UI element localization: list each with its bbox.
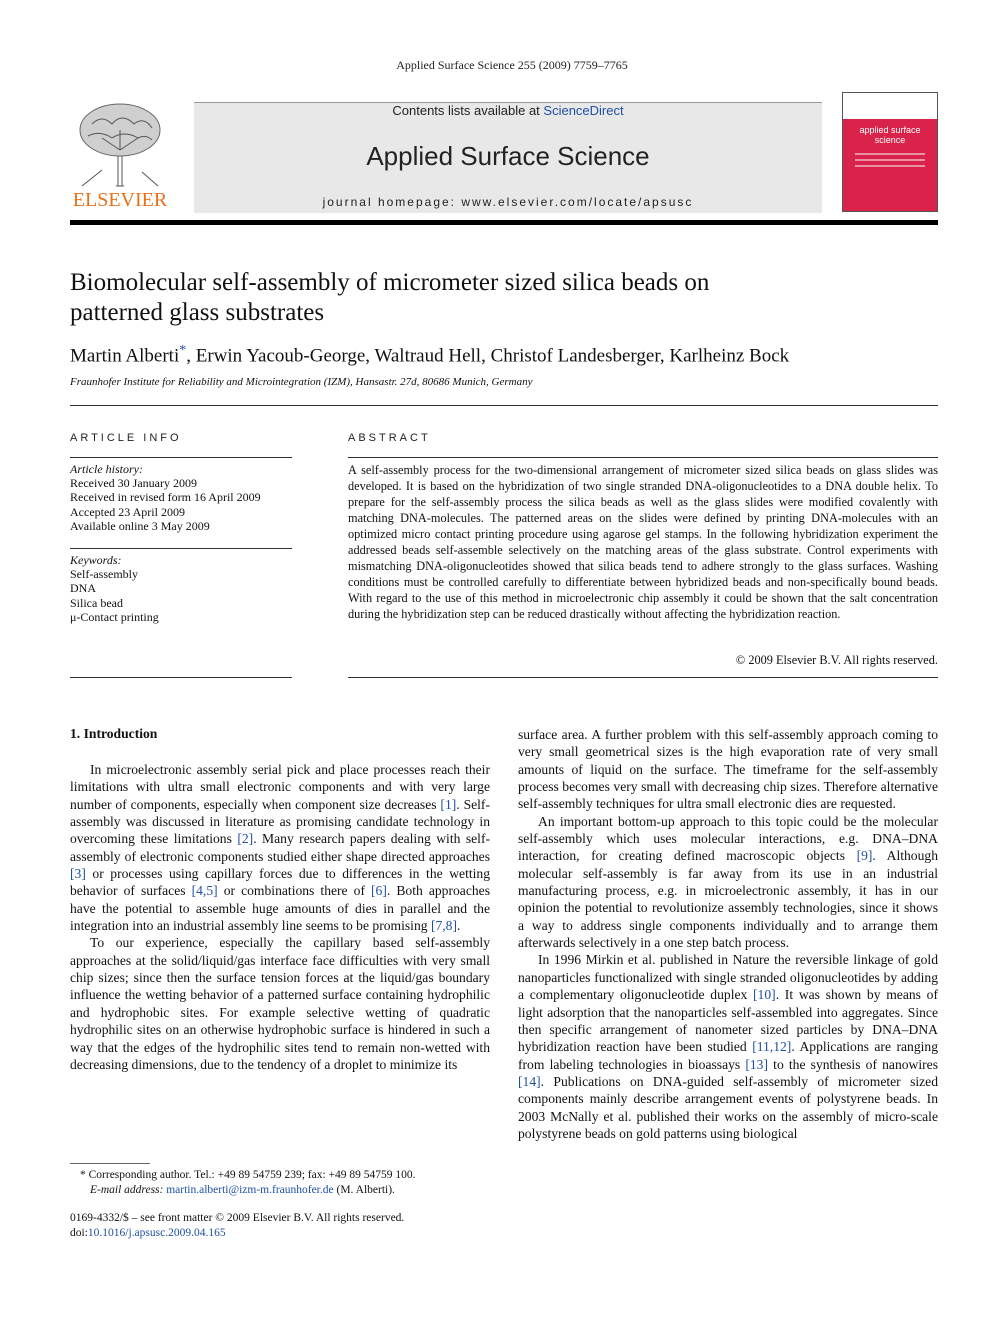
contents-line <box>194 103 822 118</box>
footnote-divider <box>70 1163 150 1164</box>
email-suffix: (M. Alberti). <box>333 1184 395 1196</box>
body-text: . Both approaches have the potential to assemble huge amounts of dies in parallel and the integration into an industrial assembly line seems to be promising <box>70 883 490 934</box>
journal-banner <box>194 102 822 213</box>
body-text: In microelectronic assembly serial pick and place processes reach their limitations with ultra small electronic components and with very large number of components, especially when component size decreases <box>70 762 490 812</box>
abstract-text: A self-assembly process for the two-dimensional arrangement of micrometer sized silica beads on glass slides was developed. It is based on the hybridization of two single stranded DNA-oligonucleotides to a DNA double helix. To prepare for the self-assembly process the silica beads as well as the glass slides were modified covalently with matching DNA-molecules. The patterned areas on the slides were defined by printing DNA-molecules with an optimized micro contact printing procedure using agarose gel stamps. In the following hybridization experiment the addressed beads self-assemble selectively on the matching areas of the glass substrate. Control experiments with mismatching DNA-oligonucleotides showed that silica beads tend to adhere strongly to the glass surfaces. Washing conditions must be controlled carefully to differentiate between hybridized beads and non-specifically bound beads. With regard to the use of this method in microelectronic chip assembly it could be shown that the salt concentration during the hybridization step can be reduced drastically without affecting the hybridization reaction. <box>348 463 938 621</box>
history-item: Accepted 23 April 2009 <box>70 504 185 519</box>
author-first: Martin Alberti <box>70 345 180 367</box>
reference-link[interactable]: [14] <box>518 1073 541 1089</box>
publisher-name: ELSEVIER <box>72 189 168 211</box>
body-text: . Publications on DNA-guided self-assembly of micrometer sized components mainly describe arrangement events of polystyrene beads. In 2003 McNally et al. published their works on the assembly of micro-scale polystyrene beads on gold patterns using biological <box>518 1073 938 1141</box>
title-line-2: patterned glass substrates <box>70 299 325 326</box>
paragraph <box>518 726 938 813</box>
divider <box>70 548 292 549</box>
author-list <box>70 343 940 367</box>
cover-title: applied surface science <box>859 125 921 145</box>
reference-link[interactable]: [13] <box>745 1056 769 1072</box>
right-column <box>518 726 938 1142</box>
reference-link[interactable]: [3] <box>70 866 86 882</box>
email-label: E-mail address: <box>90 1184 164 1196</box>
section-heading: 1. Introduction <box>70 726 158 741</box>
tree-icon <box>72 100 168 188</box>
reference-link[interactable]: [7,8] <box>430 918 457 934</box>
copyright: © 2009 Elsevier B.V. All rights reserved. <box>735 653 938 667</box>
doi-prefix: doi: <box>70 1227 88 1239</box>
email-link[interactable]: martin.alberti@izm-m.fraunhofer.de <box>166 1184 334 1196</box>
body-text: or processes using capillary forces due to differences in the wetting behavior of surfaces <box>70 866 490 899</box>
corresponding-author: Corresponding author. Tel.: +49 89 54759 239; fax: +49 89 54759 100. <box>85 1169 416 1181</box>
journal-cover-thumbnail <box>842 92 938 212</box>
journal-citation: Applied Surface Science 255 (2009) 7759–7765 <box>396 58 628 72</box>
divider <box>348 457 938 458</box>
paragraph <box>70 761 490 934</box>
paragraph <box>518 951 938 1142</box>
body-text: . Self-assembly was discussed in literature as promising candidate technology in overcoming these limitations <box>70 796 490 847</box>
body-text: . Many research papers dealing with self-assembly of electronic components studied either shape directed approaches <box>70 831 490 864</box>
reference-link[interactable]: [4,5] <box>191 883 218 899</box>
body-text: In 1996 Mirkin et al. published in Nature the reversible linkage of gold nanoparticles functionalized with single stranded oligonucleotides by adding a complementary oligonucleotide duplex <box>518 952 938 1003</box>
header-divider <box>70 220 938 225</box>
journal-homepage-link[interactable]: journal homepage: www.elsevier.com/locate/apsusc <box>322 195 694 209</box>
doi-link[interactable]: 10.1016/j.apsusc.2009.04.165 <box>87 1227 226 1239</box>
issn-line <box>70 1211 404 1241</box>
body-text: An important bottom-up approach to this topic could be the molecular self-assembly which uses molecular interactions, e.g. DNA–DNA interaction, for creating defined macroscopic objects <box>518 813 938 864</box>
footnote-marker: * <box>80 1169 86 1181</box>
cover-decoration <box>855 153 925 171</box>
footnote <box>70 1168 500 1198</box>
article-history <box>70 462 292 533</box>
body-text: . <box>456 918 461 934</box>
paragraph <box>518 813 938 952</box>
reference-link[interactable]: [10] <box>753 987 776 1003</box>
divider <box>70 677 292 678</box>
left-column <box>70 761 490 1073</box>
affiliation: Fraunhofer Institute for Reliability and Microintegration (IZM), Hansastr. 27d, 80686 Munich, Germany <box>70 376 533 388</box>
reference-link[interactable]: [9] <box>856 848 873 864</box>
body-text: To our experience, especially the capillary based self-assembly approaches at the solid/liquid/gas interface face difficulties with very small chip sizes; since then the surface tension forces at the liquid/gas boundary influence the wetting behavior of a patterned surface containing hydrophilic and hydrophobic sites. For example selective wetting of quadratic hydrophilic sites on an otherwise hydrophobic surface is hindered in such a way that the edges of the hydrophilic sites tend to remain non-wetted with decreasing dimensions, due to the tendency of a droplet to minimize its <box>70 935 490 1072</box>
divider <box>348 677 938 678</box>
article-info-label: ARTICLE INFO <box>70 432 182 444</box>
reference-link[interactable]: [1] <box>440 796 457 812</box>
keyword: DNA <box>70 581 96 596</box>
masthead <box>70 92 938 214</box>
divider <box>70 405 938 406</box>
sciencedirect-link[interactable]: ScienceDirect <box>543 103 624 118</box>
corresponding-author-marker[interactable]: * <box>179 343 187 358</box>
body-text: to the synthesis of nanowires <box>768 1056 938 1072</box>
body-text: . Applications are ranging from labeling technologies in bioassays <box>518 1039 938 1072</box>
contents-prefix: Contents lists available at <box>392 103 544 118</box>
body-text: . It was shown by means of light adsorption that the nanoparticles self-assembled into aggregates. Since then specific arrangement of nanometer sized particles by DNA–DNA hybridization reaction have been studied <box>518 987 938 1055</box>
abstract-label: ABSTRACT <box>348 432 431 444</box>
keyword: μ-Contact printing <box>70 609 159 624</box>
keywords-heading: Keywords: <box>70 553 122 567</box>
body-text: surface area. A further problem with this self-assembly approach coming to very small geometrical sizes is the high evaporation rate of very small amounts of liquid on the surface. The timeframe for the self-assembly process becomes very small with decreasing chip sizes. Therefore alternative self-assembly techniques for ultra small electronic dies are requested. <box>518 727 938 812</box>
history-item: Received in revised form 16 April 2009 <box>70 490 261 505</box>
elsevier-logo <box>70 100 170 212</box>
history-item: Received 30 January 2009 <box>70 476 197 491</box>
body-text: . Although molecular self-assembly is far away from its use in an industrial manufacturing process, e.g. in microelectronic assembly, it has in our opinion the potential to revolutionize assembly technologies, since it shows a way to address single components individually and to arrange them afterwards selectively in a one step batch process. <box>518 848 938 951</box>
authors-rest: , Erwin Yacoub-George, Waltraud Hell, Christof Landesberger, Karlheinz Bock <box>186 345 790 367</box>
front-matter: 0169-4332/$ – see front matter © 2009 Elsevier B.V. All rights reserved. <box>70 1212 405 1224</box>
history-heading: Article history: <box>70 462 143 476</box>
title-line-1: Biomolecular self-assembly of micrometer sized silica beads on <box>70 269 710 296</box>
keyword: Self-assembly <box>70 567 138 582</box>
reference-link[interactable]: [11,12] <box>752 1039 792 1055</box>
history-item: Available online 3 May 2009 <box>70 518 210 533</box>
keywords <box>70 553 292 624</box>
reference-link[interactable]: [6] <box>371 883 387 899</box>
article-title <box>70 268 930 328</box>
journal-title: Applied Surface Science <box>366 141 650 171</box>
keyword: Silica bead <box>70 595 123 610</box>
body-text: or combinations there of <box>217 883 372 899</box>
reference-link[interactable]: [2] <box>237 831 254 847</box>
divider <box>70 457 292 458</box>
paragraph <box>70 934 490 1073</box>
